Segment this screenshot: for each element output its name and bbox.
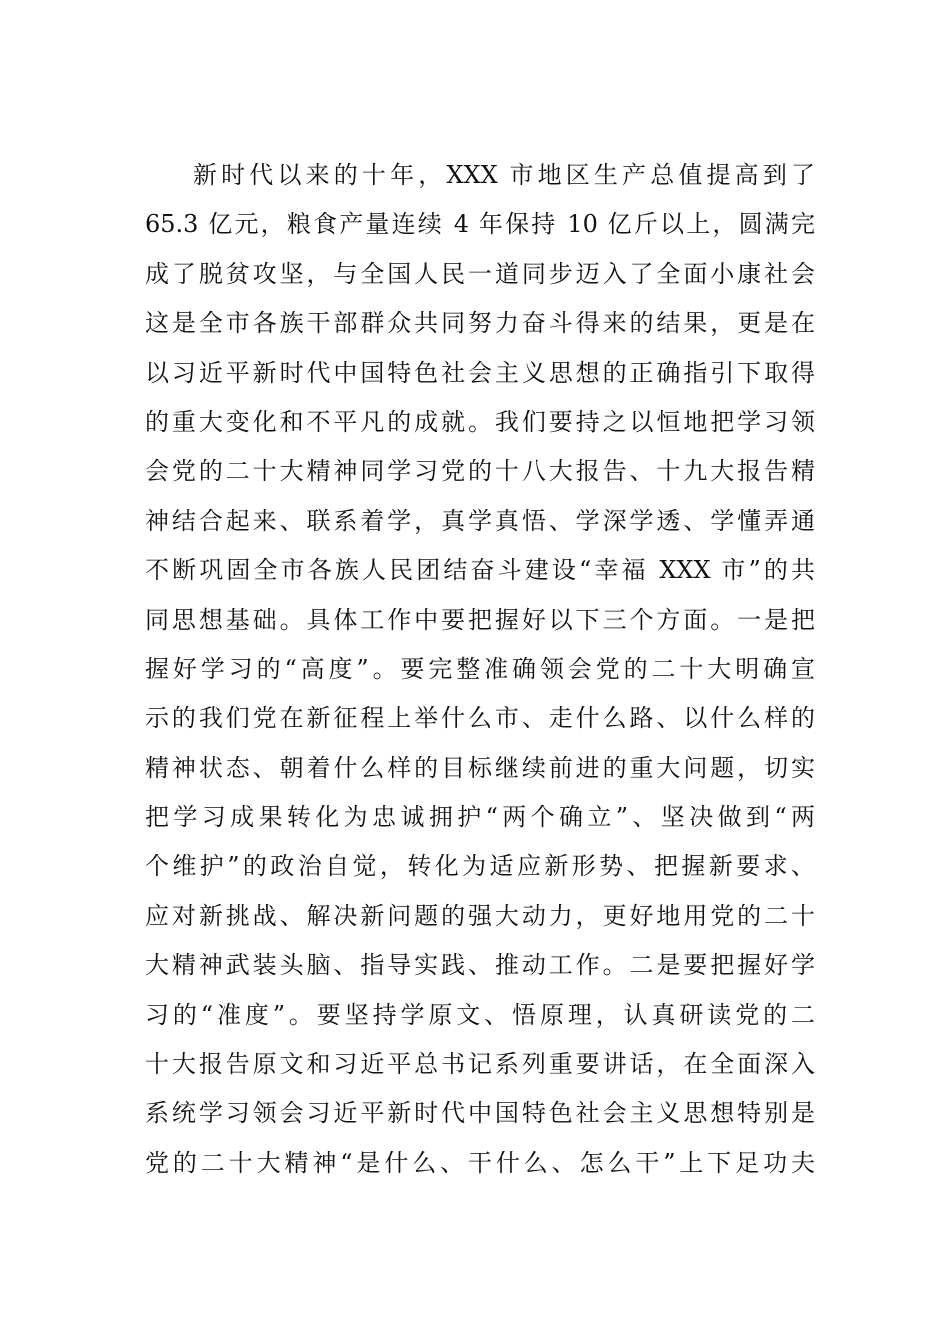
paragraph-line: 这是全市各族干部群众共同努力奋斗得来的结果，更是在 [145, 309, 815, 338]
paragraph-line: 成了脱贫攻坚，与全国人民一道同步迈入了全面小康社会 [145, 259, 815, 288]
paragraph-line: 以习近平新时代中国特色社会主义思想的正确指引下取得 [145, 358, 815, 387]
paragraph-line: 十大报告原文和习近平总书记系列重要讲话，在全面深入 [145, 1050, 815, 1079]
paragraph-line: 不断巩固全市各族人民团结奋斗建设“幸福 XXX 市”的共 [145, 556, 815, 585]
paragraph-line: 大精神武装头脑、指导实践、推动工作。二是要把握好学 [145, 951, 815, 980]
paragraph-line: 把学习成果转化为忠诚拥护“两个确立”、坚决做到“两 [145, 803, 815, 832]
paragraph-line: 新时代以来的十年，XXX 市地区生产总值提高到了 [193, 161, 815, 189]
paragraph-line: 党的二十大精神“是什么、干什么、怎么干”上下足功夫 [145, 1148, 815, 1177]
paragraph-line: 系统学习领会习近平新时代中国特色社会主义思想特别是 [145, 1099, 815, 1128]
paragraph-line: 个维护”的政治自觉，转化为适应新形势、把握新要求、 [145, 852, 815, 881]
paragraph-line: 会党的二十大精神同学习党的十八大报告、十九大报告精 [145, 457, 815, 486]
paragraph-line: 同思想基础。具体工作中要把握好以下三个方面。一是把 [145, 605, 815, 634]
paragraph-line: 握好学习的“高度”。要完整准确领会党的二十大明确宣 [145, 654, 815, 683]
body-paragraph [145, 151, 815, 1188]
paragraph-line: 示的我们党在新征程上举什么市、走什么路、以什么样的 [145, 704, 815, 733]
paragraph-line: 65.3 亿元，粮食产量连续 4 年保持 10 亿斤以上，圆满完 [145, 210, 815, 239]
paragraph-line: 的重大变化和不平凡的成就。我们要持之以恒地把学习领 [145, 407, 815, 436]
paragraph-line: 精神状态、朝着什么样的目标继续前进的重大问题，切实 [145, 753, 815, 782]
paragraph-line: 神结合起来、联系着学，真学真悟、学深学透、学懂弄通 [145, 506, 815, 535]
paragraph-line: 习的“准度”。要坚持学原文、悟原理，认真研读党的二 [145, 1000, 815, 1029]
paragraph-line: 应对新挑战、解决新问题的强大动力，更好地用党的二十 [145, 901, 815, 930]
